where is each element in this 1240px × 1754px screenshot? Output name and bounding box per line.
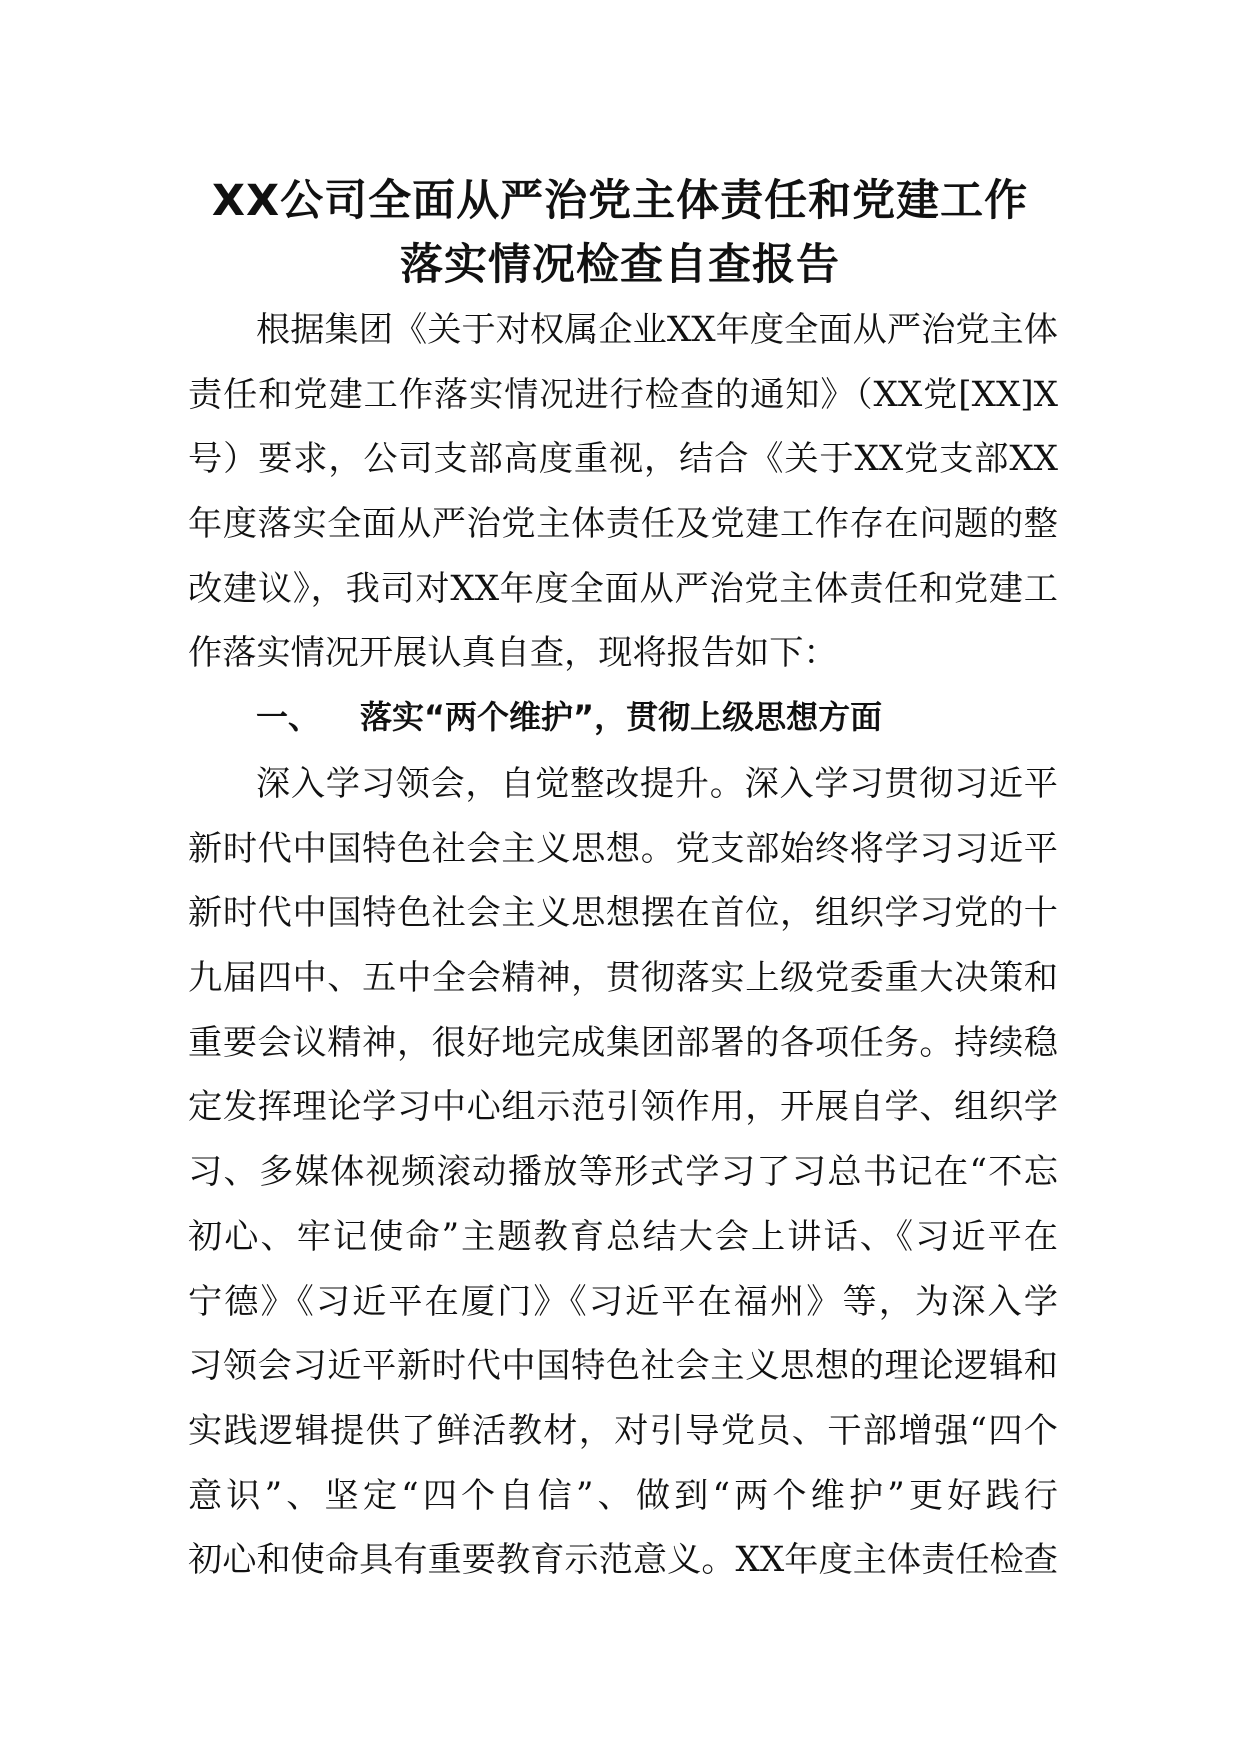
paragraph-line: 初心、牢记使命”主题教育总结大会上讲话、《习近平在 <box>188 1216 1058 1257</box>
paragraph-line: 新时代中国特色社会主义思想摆在首位，组织学习党的十 <box>188 893 1058 934</box>
section-heading-text: 落实“两个维护”，贯彻上级思想方面 <box>360 698 883 736</box>
document-title-line-1: XX公司全面从严治党主体责任和党建工作 <box>211 176 1029 226</box>
document-title-line-2: 落实情况检查自查报告 <box>400 240 840 290</box>
paragraph-line: 实践逻辑提供了鲜活教材，对引导党员、干部增强“四个 <box>188 1410 1058 1451</box>
section-number: 一、 <box>256 698 321 736</box>
paragraph-line: 责任和党建工作落实情况进行检查的通知》（XX党[XX]X <box>188 374 1058 415</box>
section-1-paragraph <box>188 752 1058 1593</box>
paragraph-line: 九届四中、五中全会精神，贯彻落实上级党委重大决策和 <box>188 958 1058 999</box>
paragraph-line: 新时代中国特色社会主义思想。党支部始终将学习习近平 <box>188 828 1058 869</box>
paragraph-line: 重要会议精神，很好地完成集团部署的各项任务。持续稳 <box>188 1022 1058 1063</box>
paragraph-line: 年度落实全面从严治党主体责任及党建工作存在问题的整 <box>188 504 1058 545</box>
paragraph-line: 习、多媒体视频滚动播放等形式学习了习总书记在“不忘 <box>188 1152 1058 1193</box>
paragraph-line: 根据集团《关于对权属企业XX年度全面从严治党主体 <box>256 310 1058 350</box>
paragraph-line: 改建议》，我司对XX年度全面从严治党主体责任和党建工 <box>188 568 1058 609</box>
section-heading <box>256 692 882 742</box>
paragraph-line: 深入学习领会，自觉整改提升。深入学习贯彻习近平 <box>256 764 1058 804</box>
paragraph-line: 意识”、坚定“四个自信”、做到“两个维护”更好践行 <box>188 1475 1058 1516</box>
paragraph-line: 习领会习近平新时代中国特色社会主义思想的理论逻辑和 <box>188 1346 1058 1387</box>
paragraph-line: 定发挥理论学习中心组示范引领作用，开展自学、组织学 <box>188 1087 1058 1128</box>
paragraph-line: 号）要求，公司支部高度重视，结合《关于XX党支部XX <box>188 439 1058 480</box>
paragraph-line: 作落实情况开展认真自查，现将报告如下： <box>188 633 838 674</box>
paragraph-line: 宁德》《习近平在厦门》《习近平在福州》等，为深入学 <box>188 1281 1058 1322</box>
paragraph-line: 初心和使命具有重要教育示范意义。XX年度主体责任检查 <box>188 1540 1058 1581</box>
intro-paragraph <box>188 298 1058 686</box>
